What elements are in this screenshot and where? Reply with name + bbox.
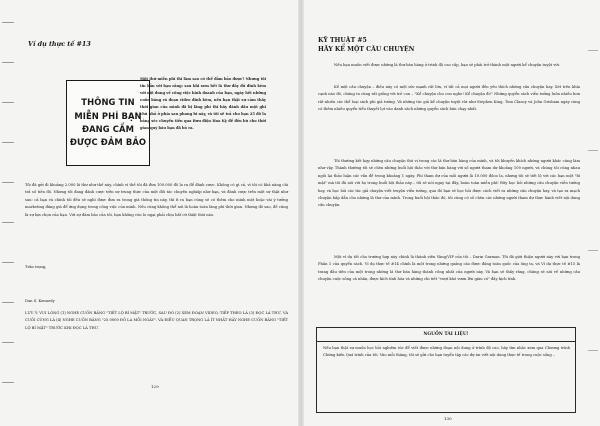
- margin-mark: [2, 222, 14, 223]
- technique-number: KỸ THUẬT #5: [318, 37, 367, 44]
- margin-mark: [2, 62, 14, 63]
- example-heading: Ví dụ thực tế #13: [28, 40, 91, 48]
- margin-mark: [2, 302, 14, 303]
- letter-postscript: LƯU Ý: VUI LÒNG (1) NGHE CUỐN BĂNG "TIẾT LỘ BÍ MẬT" TRƯỚC, SAU ĐÓ (2) XEM ĐOẠN VIDEO, TIẾP THEO LÀ (3) ĐỌC LÁ THƯ, VÀ CUỐI CÙNG LÀ (4) NGHE CUỐN BĂNG "25.0000 ĐÔ LA MỖI NGÀY". VÀ ĐIỀU QUAN TRỌNG LÀ ÍT NHẤT HÃY NGHE CUỐN BĂNG "TIẾT LỘ BÍ MẬT" TRƯỚC KHI ĐỌC LÁ THƯ.: [25, 311, 288, 330]
- sources-body: Nếu bạn thật sự muốn học hỏi nghiêm túc để viết được những đoạn nội dung ở trình độ cao, hãy tìm nhắc xem qua Chương trình Chứng kiến Quá trình của tôi. Vào mỗi tháng, tôi sẽ gửi cho bạn tuyển tập các dự án viết nội dung thực tế trong cuộc sống –: [323, 346, 570, 358]
- technique-title: [318, 37, 414, 54]
- left-page: [16, 0, 296, 426]
- page-number-right: 130: [444, 416, 452, 421]
- sources-title: NGUỒN TÀI LIỆU!: [423, 332, 469, 337]
- margin-mark: [2, 182, 14, 183]
- guarantee-ad-text: THÔNG TIN MIỄN PHÍ BẠN ĐANG CẦM ĐƯỢC ĐẢM BẢO: [69, 97, 147, 148]
- guarantee-ad-box: [66, 80, 150, 166]
- sources-divider: [317, 341, 575, 342]
- right-page: [306, 0, 594, 426]
- paragraph-4: Một ví dụ tốt cho trường hợp này chính là thành viên Vàng/VIP của tôi – Darin Garman. Tôi đã giới thiệu người này với bạn trong Phần 1 của quyển sách. Ví dụ thực tế #14 chính là một trong những quảng cáo được đăng toàn quốc của ông ta, và Ví dụ thực tế #15 là trang đầu tiên của một trong những lá thư bán hàng thành công nhất của người này. Và bạn sẽ thấy rằng, chúng sẽ nói về những câu chuyện cuộc sống cá nhân, được kích tính hóa và những chi tiết "vượt khó vươn lên giàu có" đầy kịch tính.: [318, 255, 580, 282]
- margin-mark: [2, 102, 14, 103]
- page-number-left: 129: [151, 384, 159, 389]
- sources-box: [316, 327, 576, 413]
- margin-mark: [2, 382, 14, 383]
- book-gutter: [298, 0, 304, 426]
- guarantee-side-text: Một thứ miễn phí thì làm sao có thể đảm bảo được? Nhưng tôi tin hẳn với bạn rằng: sau khi xem hết lá thư đầy đủ đính kèm với nội dung về công việc kinh doanh của bạn, ngày hết những cuốn băng và đoạn video đính kèm, nếu bạn thật sự cảm thấy thời gian của mình đã bị lãng phí thì hãy đánh dấu một ghi chú nhỏ ở phía sau phong bì này, và tôi sẽ trả cho bạn 25 đô la bằng séc chuyển tiền qua Bưu điện Hoa Kỳ để đền bù cho thời gian quý báu bạn đã bỏ ra.: [140, 77, 266, 130]
- letter-signature: Dan S. Kennedy: [25, 299, 55, 303]
- margin-mark: [2, 22, 14, 23]
- letter-body: Tôi đã gửi đi khoảng 2.000 lá thư như thế này, chính vì thế tôi đã đưa 100.000 đô la ra để đánh cược. Không có gì cả, vì tôi có khả năng chi trả số tiền đó. Nhưng tôi đang đánh cược trên sự trung thực của một đối tác chuyên nghiệp như bạn, và đánh cược trên một sự thật như sau: cả bạn và chính tôi đều sẽ nghĩ được đưa ra trong giá thông tin này, thì ít ra bạn cũng sẽ có thêm cho mình một hoặc vài ý tưởng marketing đáng giá để ứng dụng trong công việc của mình. Nếu cũng không thể nói là hoàn toàn lãng phí thời gian. Nhưng đó sao, đề cũng là sự lựa chọn của bạn. Với sự đảm bảo của tôi, bạn không còn lo ngại phải chịu bất cứ thiệt thòi nào.: [25, 183, 288, 217]
- letter-closing: Trân trọng,: [25, 265, 47, 269]
- paragraph-2: Kể một câu chuyện – điều này có một sức mạnh rất lớn, vì tất cả mọi người đều yêu thích những câu chuyện hay. Xét trên khía cạnh nào đó, chúng ta cũng rất giống với trẻ con – "Kể chuyện cho con nghe! Kể chuyện đi!" Những quyển sách viễn tưởng luôn nhiều hơn rất nhiều các thể loại sách phi giả tưởng. Và những tác giả kể chuyện tuyệt vời như Stephen King, Tom Clancy và John Grisham ngày càng có thêm nhiều quyển tiểu thuyết lọt vào danh sách những quyển sách bán chạy nhất.: [318, 85, 580, 112]
- paragraph-3: Tôi thường kết hợp những câu chuyện thú vị trong các lá thư bán hàng của mình, và tôi khuyến khích những người khác cũng làm như vậy. Thành thường tôi sẽ chèn những buổi hội thảo với thư bán hàng với số người tham dự khoảng 100 người, và chúng tôi cũng nhau ngồi lại thảo luận các vấn đề trong khoảng 1 ngày. Phí tham dự của mỗi người là 10.000 đôoo la, nhưng tôi sẽ tiết lộ với các bạn một "bí mật" mà tôi đã nói với họ trong buổi hội thảo này... tôi sẽ nói ngay tại đây, hoàn toàn miễn phí! Đây học hỏi những câu chuyện viễn tưởng hay, và học hỏi các tác giả chuyện viết truyện viễn tưởng, qua đó bạn sẽ học hỏi được cách viết ra những câu chuyện hay, và tạo ra mạch chuyện hấp dẫn cho những lá thư của mình. Trong buổi hội thảo đó, tôi cũng có số chèn các những người tham dự thực hành viết nội dung câu chuyện.: [318, 159, 580, 208]
- margin-mark: [2, 262, 14, 263]
- technique-name: HÃY KỂ MỘT CÂU CHUYỆN: [318, 45, 415, 53]
- paragraph-1: Nếu bạn muốn viết được những lá thư bán hàng ở trình độ cao cấp, bạn sẽ phải trở thành một người kể chuyện tuyệt vời.: [334, 63, 560, 67]
- margin-mark: [2, 142, 14, 143]
- margin-mark: [2, 342, 14, 343]
